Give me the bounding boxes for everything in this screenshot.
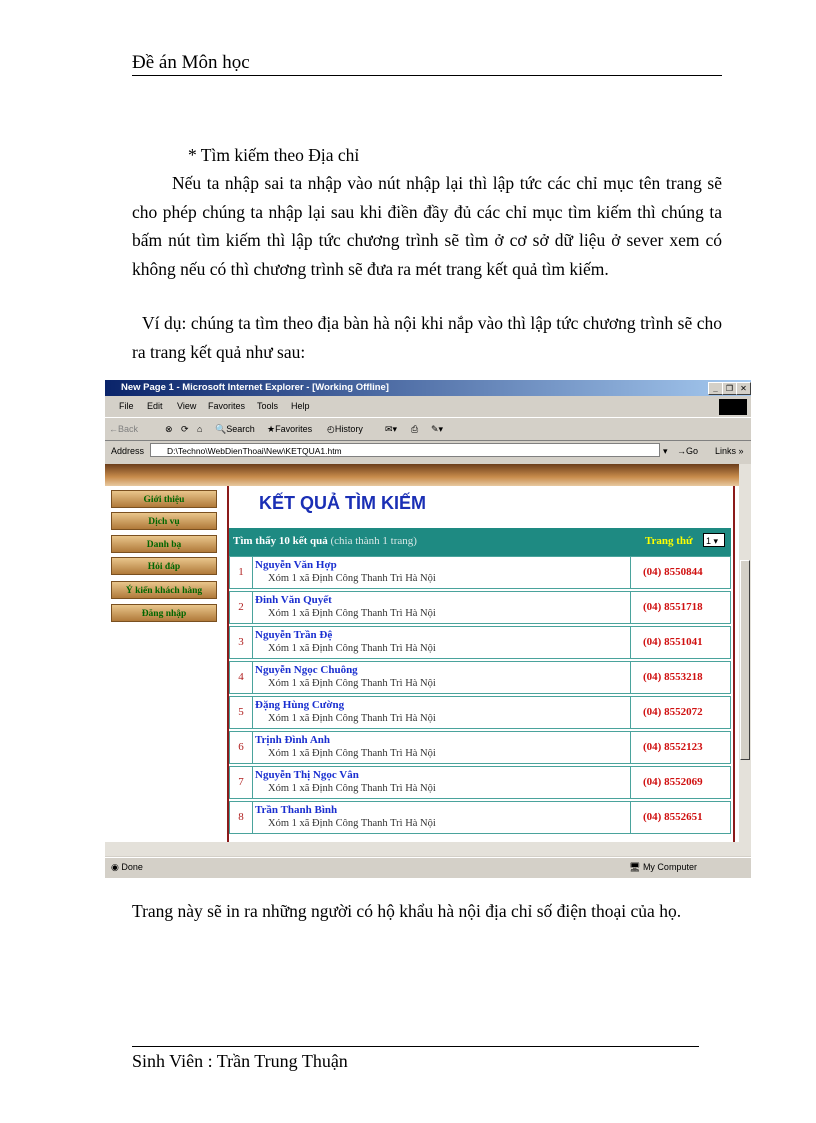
- person-name-link[interactable]: Trần Thanh Bình: [255, 804, 338, 816]
- print-icon[interactable]: ⎙: [411, 424, 419, 434]
- row-number: 6: [230, 732, 253, 763]
- go-button[interactable]: →Go: [677, 446, 699, 456]
- search-button[interactable]: 🔍 Search: [215, 424, 255, 434]
- table-row: [229, 591, 731, 624]
- browser-screenshot: [105, 380, 751, 878]
- nav-danh-ba[interactable]: Danh bạ: [111, 535, 217, 553]
- page-select[interactable]: 1 ▾: [703, 533, 725, 547]
- horizontal-scrollbar[interactable]: [105, 842, 739, 856]
- back-button[interactable]: ← Back: [109, 424, 139, 434]
- person-address: Xóm 1 xã Định Công Thanh Trì Hà Nội: [268, 818, 436, 829]
- nav-dang-nhap[interactable]: Đăng nhập: [111, 604, 217, 622]
- paragraph-1: Nếu ta nhập sai ta nhập vào nút nhập lại thì lập tức các chỉ mục tên trang sẽ cho phép chúng ta nhập lại sau khi điền đầy đủ các chỉ mục tìm kiếm thì chúng ta bấm nút tìm kiếm thì lập tức chương trình sẽ tìm ở cơ sở dữ liệu ở sever xem có không nếu có thì chương trình sẽ đưa ra mét trang kết quả tìm kiếm.: [132, 173, 722, 279]
- person-name-link[interactable]: Nguyễn Văn Hợp: [255, 559, 337, 571]
- table-row: [229, 661, 731, 694]
- favorites-button[interactable]: ★ Favorites: [267, 424, 313, 434]
- toolbar: [105, 417, 751, 441]
- table-row: [229, 696, 731, 729]
- phone-number: (04) 8551041: [630, 627, 730, 658]
- table-row: [229, 766, 731, 799]
- nav-hoi-dap[interactable]: Hỏi đáp: [111, 557, 217, 575]
- home-icon[interactable]: ⌂: [197, 424, 203, 434]
- edit-icon[interactable]: ✎▾: [431, 424, 444, 434]
- person-name-link[interactable]: Trịnh Đình Anh: [255, 734, 331, 746]
- row-number: 2: [230, 592, 253, 623]
- title-bar: [105, 380, 751, 396]
- row-number: 3: [230, 627, 253, 658]
- menu-bar: [105, 397, 751, 415]
- person-name-link[interactable]: Nguyễn Thị Ngọc Vân: [255, 769, 359, 781]
- links-label[interactable]: Links »: [715, 446, 744, 456]
- table-row: [229, 731, 731, 764]
- page-header: Đề án Môn học: [132, 52, 250, 73]
- person-name-link[interactable]: Nguyễn Ngọc Chuông: [255, 664, 358, 676]
- mail-icon[interactable]: ✉▾: [385, 424, 398, 434]
- header-rule: [132, 75, 722, 76]
- row-number: 8: [230, 802, 253, 833]
- address-input[interactable]: D:\Techno\WebDienThoai\New\KETQUA1.htm: [150, 443, 660, 457]
- menu-edit[interactable]: Edit: [147, 401, 163, 411]
- page-footer: Sinh Viên : Trần Trung Thuận: [132, 1051, 348, 1071]
- paragraph-3: Trang này sẽ in ra những người có hộ khẩu hà nội địa chỉ số điện thoại của họ.: [132, 901, 682, 921]
- menu-file[interactable]: File: [119, 401, 134, 411]
- person-address: Xóm 1 xã Định Công Thanh Trì Hà Nội: [268, 678, 436, 689]
- row-number: 1: [230, 557, 253, 588]
- person-name-link[interactable]: Đinh Văn Quyết: [255, 594, 332, 606]
- web-viewport: [105, 464, 739, 856]
- person-address: Xóm 1 xã Định Công Thanh Trì Hà Nội: [268, 713, 436, 724]
- person-address: Xóm 1 xã Định Công Thanh Trì Hà Nội: [268, 748, 436, 759]
- results-summary-bar: [229, 528, 731, 556]
- history-button[interactable]: ◴ History: [327, 424, 363, 434]
- paragraph-2: Ví dụ: chúng ta tìm theo địa bàn hà nội khi nắp vào thì lập tức chương trình sẽ cho ra trang kết quả như sau:: [132, 313, 722, 362]
- close-button[interactable]: ✕: [736, 382, 751, 395]
- person-name-link[interactable]: Nguyễn Trần Đệ: [255, 629, 333, 641]
- maximize-button[interactable]: ❐: [722, 382, 737, 395]
- zone-label: 🖥 My Computer: [629, 862, 697, 872]
- results-heading: KẾT QUẢ TÌM KIẾM: [259, 493, 426, 513]
- stop-icon[interactable]: ⊗: [165, 424, 173, 434]
- menu-favorites[interactable]: Favorites: [208, 401, 246, 411]
- row-number: 7: [230, 767, 253, 798]
- address-dropdown-icon[interactable]: ▾: [663, 446, 668, 456]
- nav-dich-vu[interactable]: Dịch vụ: [111, 512, 217, 530]
- person-address: Xóm 1 xã Định Công Thanh Trì Hà Nội: [268, 783, 436, 794]
- address-label: Address: [111, 446, 145, 456]
- phone-number: (04) 8552123: [630, 732, 730, 763]
- nav-gioi-thieu[interactable]: Giới thiệu: [111, 490, 217, 508]
- phone-number: (04) 8553218: [630, 662, 730, 693]
- row-number: 5: [230, 697, 253, 728]
- window-title: New Page 1 - Microsoft Internet Explorer - [Working Offline]: [121, 382, 389, 393]
- scroll-thumb[interactable]: [740, 560, 750, 760]
- table-row: [229, 556, 731, 589]
- phone-number: (04) 8551718: [630, 592, 730, 623]
- section-title: * Tìm kiếm theo Địa chỉ: [188, 145, 360, 165]
- refresh-icon[interactable]: ⟳: [181, 424, 189, 434]
- status-bar: [105, 857, 751, 877]
- decor-band: [105, 464, 739, 486]
- page-label: Trang thứ: [645, 535, 693, 547]
- nav-y-kien[interactable]: Ý kiến khách hàng: [111, 581, 217, 599]
- phone-number: (04) 8552069: [630, 767, 730, 798]
- windows-logo-icon: [719, 399, 747, 415]
- person-address: Xóm 1 xã Định Công Thanh Trì Hà Nội: [268, 573, 436, 584]
- menu-help[interactable]: Help: [291, 401, 310, 411]
- status-text: ◉ Done: [111, 862, 143, 872]
- footer-rule: [132, 1046, 699, 1047]
- minimize-button[interactable]: _: [708, 382, 723, 395]
- address-bar: [105, 441, 751, 461]
- menu-view[interactable]: View: [177, 401, 197, 411]
- menu-tools[interactable]: Tools: [257, 401, 279, 411]
- person-address: Xóm 1 xã Định Công Thanh Trì Hà Nội: [268, 643, 436, 654]
- table-row: [229, 626, 731, 659]
- phone-number: (04) 8552072: [630, 697, 730, 728]
- row-number: 4: [230, 662, 253, 693]
- person-address: Xóm 1 xã Định Công Thanh Trì Hà Nội: [268, 608, 436, 619]
- person-name-link[interactable]: Đặng Hùng Cường: [255, 699, 345, 711]
- phone-number: (04) 8552651: [630, 802, 730, 833]
- results-count: Tìm thấy 10 kết quả (chia thành 1 trang): [233, 535, 417, 547]
- phone-number: (04) 8550844: [630, 557, 730, 588]
- table-row: [229, 801, 731, 834]
